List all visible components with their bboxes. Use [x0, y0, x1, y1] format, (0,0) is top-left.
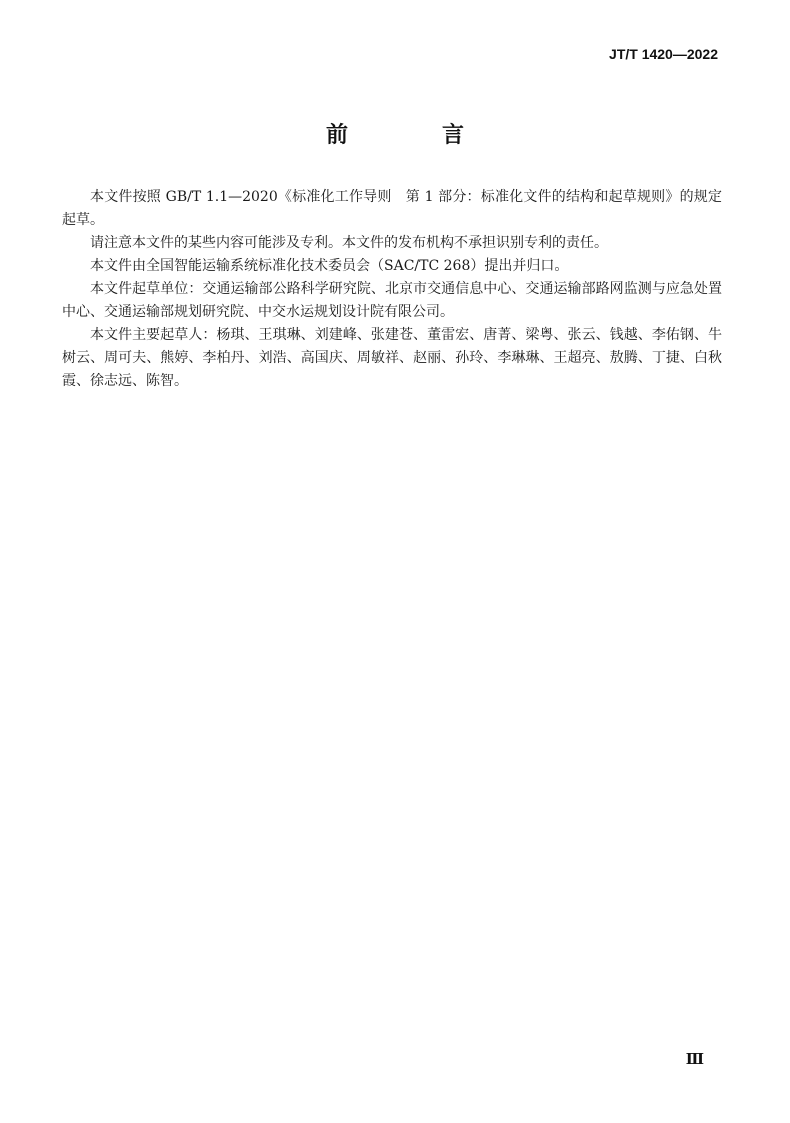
page-number: Ⅲ	[685, 1050, 704, 1068]
paragraph-drafting-units: 本文件起草单位：交通运输部公路科学研究院、北京市交通信息中心、交通运输部路网监测与应急处置中心、交通运输部规划研究院、中交水运规划设计院有限公司。	[62, 281, 722, 320]
page-title: 前 言	[325, 123, 500, 148]
paragraph-patent-notice: 请注意本文件的某些内容可能涉及专利。本文件的发布机构不承担识别专利的责任。	[90, 235, 608, 251]
foreword-body	[62, 186, 722, 393]
standard-code: JT/T 1420—2022	[609, 46, 718, 62]
paragraph-proposer: 本文件由全国智能运输系统标准化技术委员会（SAC/TC 268）提出并归口。	[90, 258, 569, 274]
paragraph-drafting-rules: 本文件按照 GB/T 1.1—2020《标准化工作导则 第 1 部分：标准化文件的结构和起草规则》的规定起草。	[62, 189, 722, 228]
paragraph-drafters: 本文件主要起草人：杨琪、王琪琳、刘建峰、张建苍、董雷宏、唐菁、梁粤、张云、钱越、李佑钢、牛树云、周可夫、熊婷、李柏丹、刘浩、高国庆、周敏祥、赵丽、孙玲、李琳琳、王超亮、敖腾、丁捷、白秋霞、徐志远、陈智。	[62, 327, 722, 389]
